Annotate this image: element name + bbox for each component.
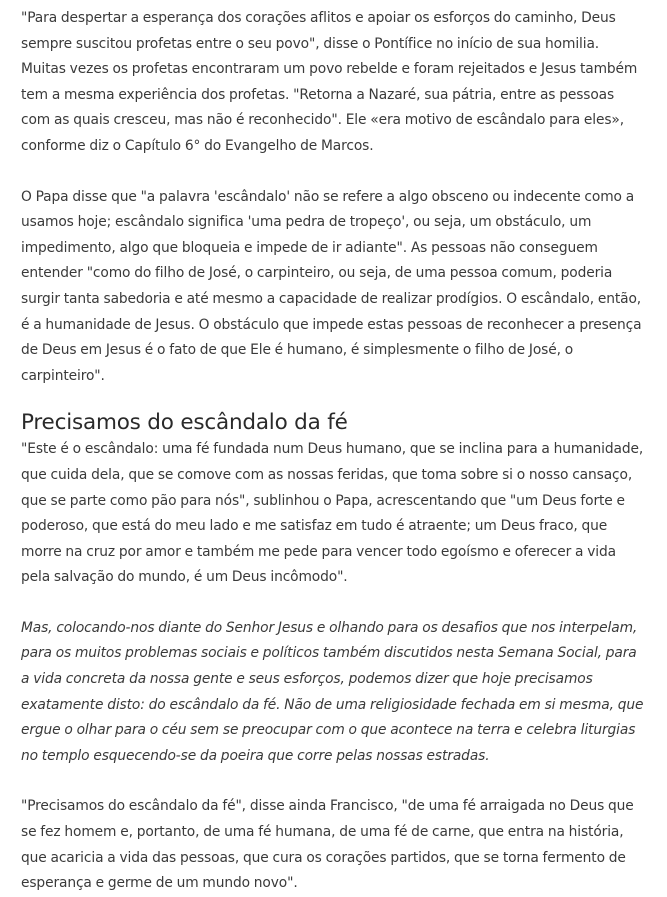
section-heading: Precisamos do escândalo da fé bbox=[21, 410, 348, 436]
paragraph-italic-quote: Mas, colocando-nos diante do Senhor Jesus e olhando para os desafios que nos interpelam, para os muitos problemas sociais e políticos também discutidos nesta Semana Social, para a vida concreta da nossa gente e seus esforços, podemos dizer que hoje precisamos exatamente disto: do escândalo da fé. Não de uma religiosidade fechada em si mesma, que ergue o olhar para o céu sem se preocupar com o que acontece na terra e celebra liturgias no templo esquecendo-se da poeira que corre pelas nossas estradas. bbox=[21, 619, 644, 764]
paragraph-human-god: "Este é o escândalo: uma fé fundada num Deus humano, que se inclina para a humanidade, que cuida dela, que se comove com as nossas feridas, que toma sobre si o nosso cansaço, que se parte como pão para nós", sublinhou o Papa, acrescentando que "um Deus forte e poderoso, que está do meu lado e me satisfaz em tudo é atraente; um Deus fraco, que morre na cruz por amor e também me pede para vencer todo egoísmo e oferecer a vida pela salvação do mundo, é um Deus incômodo". bbox=[21, 441, 644, 586]
paragraph-francisco-quote: "Precisamos do escândalo da fé", disse ainda Francisco, "de uma fé arraigada no Deus que se fez homem e, portanto, de uma fé humana, de uma fé de carne, que entra na história, que acaricia a vida das pessoas, que cura os corações partidos, que se torna fermento de esperança e germe de um mundo novo". bbox=[21, 798, 634, 892]
paragraph-scandal-meaning: O Papa disse que "a palavra 'escândalo' não se refere a algo obsceno ou indecente como a usamos hoje; escândalo significa 'uma pedra de tropeço', ou seja, um obstáculo, um impedimento, algo que bloqueia e impede de ir adiante". As pessoas não conseguem entender "como do filho de José, o carpinteiro, ou seja, de uma pessoa comum, poderia surgir tanta sabedoria e até mesmo a capacidade de realizar prodígios. O escândalo, então, é a humanidade de Jesus. O obstáculo que impede estas pessoas de reconhecer a presença de Deus em Jesus é o fato de que Ele é humano, é simplesmente o filho de José, o carpinteiro". bbox=[21, 188, 642, 384]
paragraph-homily-intro: "Para despertar a esperança dos corações aflitos e apoiar os esforços do caminho, Deus sempre suscitou profetas entre o seu povo", disse o Pontífice no início de sua homilia. Muitas vezes os profetas encontraram um povo rebelde e foram rejeitados e Jesus também tem a mesma experiência dos profetas. "Retorna a Nazaré, sua pátria, entre as pessoas com as quais cresceu, mas não é reconhecido". Ele «era motivo de escândalo para eles», conforme diz o Capítulo 6° do Evangelho de Marcos. bbox=[21, 10, 638, 154]
